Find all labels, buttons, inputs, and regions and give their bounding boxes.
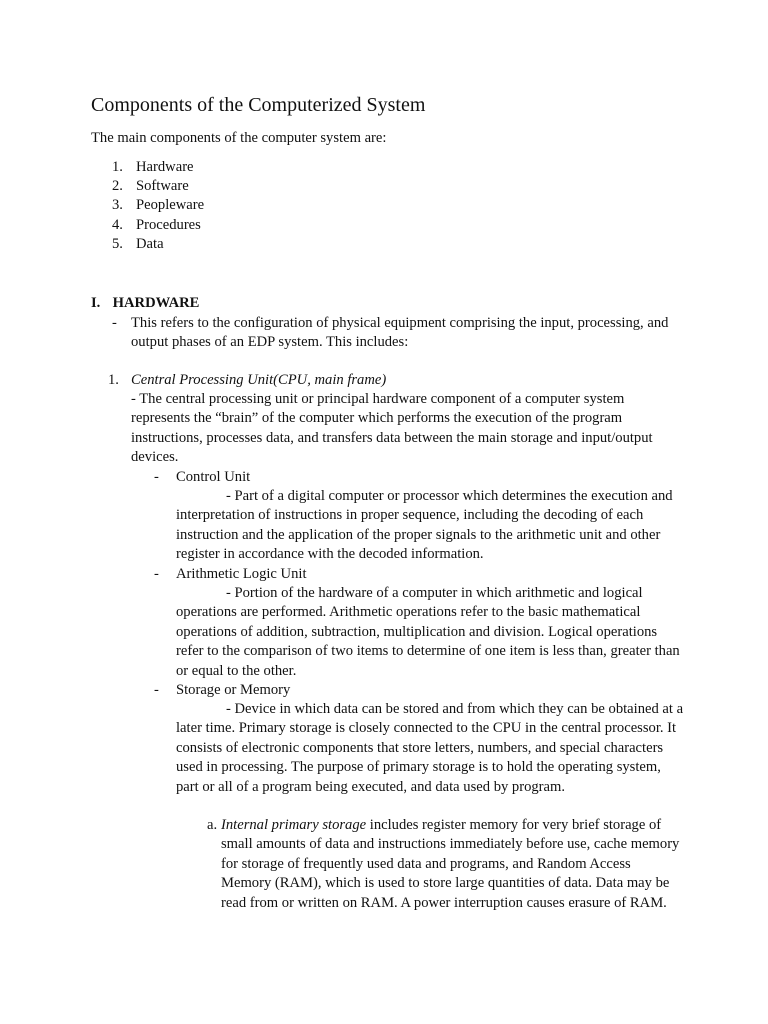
- list-item: [0, 216, 768, 235]
- list-item: [0, 235, 768, 254]
- list-number: 1.: [112, 159, 123, 175]
- list-number: 4.: [112, 216, 123, 233]
- list-item: [0, 177, 768, 196]
- section-title: HARDWARE: [112, 295, 200, 311]
- cpu-number: 1.: [108, 372, 119, 388]
- sub-item-letter: a.: [207, 817, 218, 833]
- bullet-dash: -: [154, 469, 159, 485]
- cpu-description: - The central processing unit or principal hardware component of a computer system represents the “brain” of the computer which performs the execution of the program instructions, processes data, and transfers data between the main storage and input/output devices.: [131, 391, 653, 466]
- part-label-control-unit: Control Unit: [176, 469, 251, 485]
- part-label-storage: Storage or Memory: [176, 682, 291, 698]
- list-item: [0, 158, 768, 177]
- bullet-dash: -: [154, 566, 159, 582]
- components-list: [0, 158, 768, 254]
- cpu-title: Central Processing Unit(CPU, main frame): [131, 372, 387, 388]
- bullet-dash: -: [154, 682, 159, 698]
- list-label: Peopleware: [136, 197, 205, 214]
- storage-term: Internal primary storage: [221, 817, 367, 833]
- part-description-alu: - Portion of the hardware of a computer in which arithmetic and logical operations are performed. Arithmetic operations refer to the basic mathematical operations of addition, subtraction, multiplication and division. Logical operations refer to the comparison of two items to determine of one item is less than, greater than or equal to the other.: [176, 585, 680, 679]
- list-number: 2.: [112, 178, 123, 195]
- section-heading-hardware: [91, 294, 199, 313]
- intro-text: The main components of the computer system are:: [91, 130, 387, 146]
- part-description-storage: - Device in which data can be stored and from which they can be obtained at a later time. Primary storage is closely connected to the CPU in the central processor. It consists of electronic components that store letters, numbers, and special characters used in processing. The purpose of primary storage is to hold the operating system, part or all of a program being executed, and data used by program.: [176, 701, 684, 795]
- list-label: Data: [136, 235, 164, 252]
- list-label: Procedures: [136, 216, 201, 233]
- bullet-dash: -: [112, 315, 117, 331]
- section-number: I.: [91, 295, 101, 311]
- cpu-heading: [108, 371, 386, 390]
- section-description: This refers to the configuration of physical equipment comprising the input, processing, and output phases of an EDP system. This includes:: [131, 315, 669, 351]
- list-number: 3.: [112, 197, 123, 214]
- list-number: 5.: [112, 235, 123, 252]
- storage-text: includes register memory for very brief storage of small amounts of data and instructions immediately before use, cache memory for storage of frequently used data and programs, and Random Access Memory (RAM), which is used to store large quantities of data. Data may be read from or written on RAM. A power interruption causes erasure of RAM.: [221, 817, 680, 911]
- part-label-alu: Arithmetic Logic Unit: [176, 566, 307, 582]
- list-item: [0, 196, 768, 215]
- part-description-control-unit: - Part of a digital computer or processor which determines the execution and interpretation of instructions in proper sequence, including the decoding of each instruction and the application of the proper signals to the arithmetic unit and other register in accordance with the decoded information.: [176, 488, 673, 563]
- storage-sub-item: [221, 816, 681, 913]
- list-label: Software: [136, 178, 189, 195]
- page-title: Components of the Computerized System: [91, 94, 426, 116]
- list-label: Hardware: [136, 159, 194, 175]
